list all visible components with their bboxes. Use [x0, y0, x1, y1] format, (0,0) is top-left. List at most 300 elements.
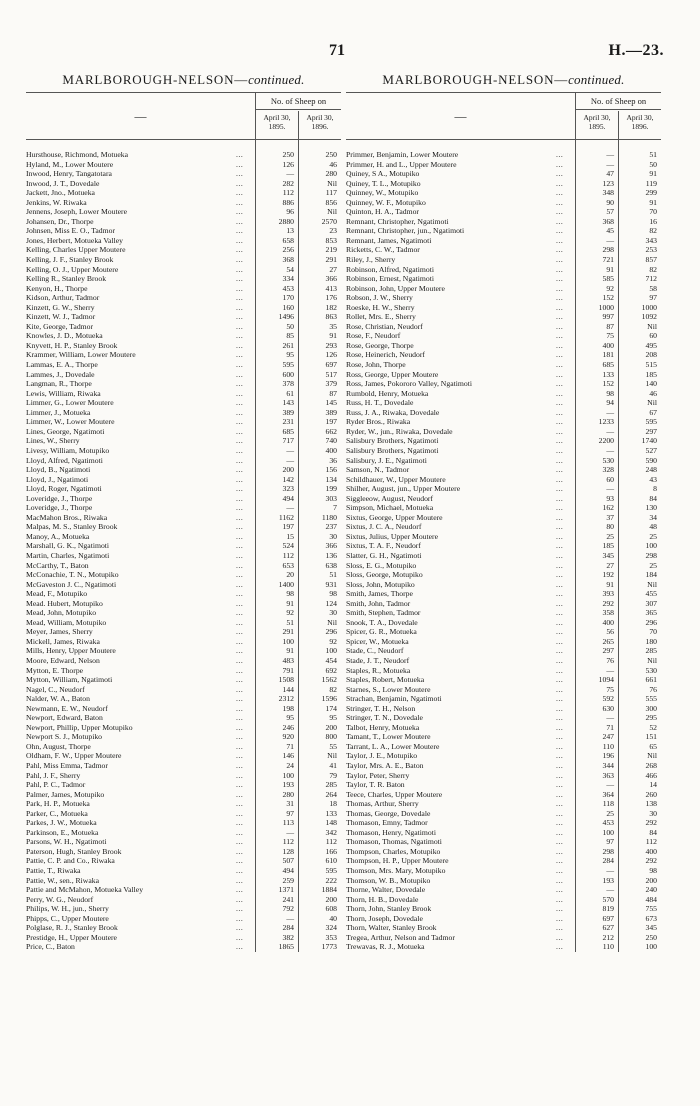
count-1896: 638 — [325, 560, 337, 570]
count-1895: — — [606, 866, 614, 876]
count-1895: 128 — [282, 846, 294, 856]
owner-name: Oldham, F. W., Upper Moutere — [26, 751, 122, 761]
count-1895: 50 — [286, 321, 294, 331]
count-1895: — — [286, 169, 294, 179]
table-row — [26, 933, 341, 943]
name-column-header: — — [26, 93, 256, 139]
table-row — [26, 475, 341, 485]
leader-dots: ... — [556, 770, 564, 780]
table-row — [346, 446, 661, 456]
count-1895: 685 — [602, 360, 614, 370]
count-1896: Nil — [647, 655, 657, 665]
leader-dots: ... — [236, 331, 244, 341]
count-1895: 524 — [282, 541, 294, 551]
leader-dots: ... — [236, 751, 244, 761]
table-header — [346, 92, 661, 140]
count-1896: 151 — [645, 732, 657, 742]
table-row — [26, 408, 341, 418]
owner-name: Talbot, Henry, Motueka — [346, 722, 420, 732]
count-1895: 368 — [602, 216, 614, 226]
leader-dots: ... — [236, 207, 244, 217]
count-1895: 378 — [282, 379, 294, 389]
leader-dots: ... — [556, 321, 564, 331]
count-1896: 595 — [325, 866, 337, 876]
count-1895: 198 — [282, 703, 294, 713]
count-1895: 291 — [282, 627, 294, 637]
owner-name: Schildhauer, W., Upper Moutere — [346, 474, 446, 484]
leader-dots: ... — [236, 264, 244, 274]
table-row — [346, 790, 661, 800]
table-row — [346, 895, 661, 905]
table-row — [26, 312, 341, 322]
table-row — [26, 150, 341, 160]
table-row — [26, 589, 341, 599]
count-1895: 192 — [602, 570, 614, 580]
owner-name: Prestidge, H., Upper Moutere — [26, 932, 117, 942]
table-row — [26, 780, 341, 790]
count-1896: 124 — [325, 598, 337, 608]
owner-name: Lammes, J., Dovedale — [26, 369, 95, 379]
count-1896: 298 — [645, 550, 657, 560]
leader-dots: ... — [236, 636, 244, 646]
leader-dots: ... — [556, 722, 564, 732]
count-1896: 25 — [649, 560, 657, 570]
count-1895: 1094 — [598, 675, 614, 685]
table-row — [346, 761, 661, 771]
owner-name: Thomason, Thomas, Ngatimoti — [346, 837, 442, 847]
leader-dots: ... — [556, 550, 564, 560]
leader-dots: ... — [236, 741, 244, 751]
leader-dots: ... — [556, 407, 564, 417]
column-title-continued: continued. — [248, 72, 305, 87]
leader-dots: ... — [556, 417, 564, 427]
table-row — [26, 494, 341, 504]
table-row — [26, 370, 341, 380]
count-1896: 117 — [325, 188, 337, 198]
count-1896: 208 — [645, 350, 657, 360]
count-1895: 91 — [606, 579, 614, 589]
count-1896: 126 — [325, 350, 337, 360]
leader-dots: ... — [236, 541, 244, 551]
owner-name: Strachan, Benjamin, Ngatimoti — [346, 694, 442, 704]
count-1896: 740 — [325, 436, 337, 446]
leader-dots: ... — [556, 923, 564, 933]
count-1896: 176 — [325, 293, 337, 303]
count-1895: 118 — [602, 799, 614, 809]
leader-dots: ... — [556, 617, 564, 627]
count-1896: 27 — [329, 264, 337, 274]
leader-dots: ... — [556, 780, 564, 790]
count-1896: 300 — [645, 703, 657, 713]
count-1896: 595 — [645, 417, 657, 427]
table-row — [26, 398, 341, 408]
table-row — [26, 436, 341, 446]
owner-name: Taylor, Peter, Sherry — [346, 770, 410, 780]
count-1895: 181 — [602, 350, 614, 360]
owner-name: Riley, J., Sherry — [346, 255, 396, 265]
owner-name: Lammas, E. A., Thorpe — [26, 360, 98, 370]
owner-name: Russ, H. T., Dovedale — [346, 398, 414, 408]
leader-dots: ... — [236, 923, 244, 933]
count-1895: 152 — [602, 293, 614, 303]
leader-dots: ... — [556, 484, 564, 494]
count-1896: 303 — [325, 493, 337, 503]
owner-name: Mead, John, Motupiko — [26, 608, 97, 618]
count-1896: 661 — [645, 675, 657, 685]
count-1895: 1496 — [278, 312, 294, 322]
table-row — [26, 637, 341, 647]
count-1895: 358 — [602, 608, 614, 618]
count-1896: 240 — [645, 885, 657, 895]
count-1895: — — [286, 827, 294, 837]
count-1896: 46 — [649, 388, 657, 398]
owner-name: Phipps, C., Upper Moutere — [26, 913, 109, 923]
count-1895: 96 — [286, 207, 294, 217]
count-1896: Nil — [327, 178, 337, 188]
count-1896: 52 — [649, 722, 657, 732]
column-title — [26, 72, 341, 88]
count-1895: 292 — [602, 598, 614, 608]
count-1895: 87 — [606, 321, 614, 331]
count-1896: 527 — [645, 445, 657, 455]
leader-dots: ... — [556, 589, 564, 599]
count-1895: 152 — [602, 379, 614, 389]
table-row — [346, 656, 661, 666]
count-1896: 79 — [329, 770, 337, 780]
owner-name: Perry, W. G., Neudorf — [26, 894, 94, 904]
count-1896: 138 — [645, 799, 657, 809]
leader-dots: ... — [556, 942, 564, 952]
leader-dots: ... — [236, 570, 244, 580]
leader-dots: ... — [556, 465, 564, 475]
count-1896: 18 — [329, 799, 337, 809]
leader-dots: ... — [556, 837, 564, 847]
count-1895: 400 — [602, 617, 614, 627]
count-1895: 91 — [286, 598, 294, 608]
count-1896: 50 — [649, 159, 657, 169]
owner-name: McGaveston J. C., Ngatimoti — [26, 579, 117, 589]
count-1896: 23 — [329, 226, 337, 236]
owner-name: Taylor, Mrs. A. E., Baton — [346, 761, 424, 770]
leader-dots: ... — [556, 732, 564, 742]
table-row — [346, 885, 661, 895]
count-1896: 366 — [325, 541, 337, 551]
table-row — [26, 446, 341, 456]
leader-dots: ... — [556, 150, 564, 159]
count-1895: 886 — [282, 197, 294, 207]
count-1896: 82 — [649, 264, 657, 274]
count-1895: 123 — [602, 178, 614, 188]
table-row — [346, 923, 661, 933]
page-number: 71 — [329, 42, 345, 59]
count-1895: 60 — [606, 474, 614, 484]
table-row — [26, 379, 341, 389]
table-row — [26, 303, 341, 313]
table-row — [346, 799, 661, 809]
count-1895: — — [606, 407, 614, 417]
count-1895: 1233 — [598, 417, 614, 427]
owner-name: Smith, James, Thorpe — [346, 589, 413, 599]
sheep-count-group-header: No. of Sheep on — [256, 93, 341, 110]
count-1895: 453 — [602, 818, 614, 828]
count-1896: 58 — [649, 283, 657, 293]
leader-dots: ... — [236, 484, 244, 494]
col-1895-header: April 30, 1895. — [576, 111, 619, 141]
count-1895: 57 — [606, 207, 614, 217]
count-1896: 237 — [325, 522, 337, 532]
table-row — [346, 389, 661, 399]
owner-name: McCarthy, T., Baton — [26, 560, 89, 570]
table-row — [346, 685, 661, 695]
leader-dots: ... — [556, 531, 564, 541]
leader-dots: ... — [236, 732, 244, 742]
count-1896: 1773 — [321, 942, 337, 952]
table-row — [346, 188, 661, 198]
leader-dots: ... — [236, 761, 244, 770]
leader-dots: ... — [236, 455, 244, 465]
count-1895: 196 — [602, 751, 614, 761]
table-row — [346, 522, 661, 532]
count-1896: 98 — [329, 589, 337, 599]
leader-dots: ... — [556, 350, 564, 360]
table-row — [26, 742, 341, 752]
count-1895: 282 — [282, 178, 294, 188]
count-1896: 400 — [645, 846, 657, 856]
leader-dots: ... — [556, 207, 564, 217]
count-1895: 146 — [282, 751, 294, 761]
table-row — [26, 627, 341, 637]
table-row — [346, 599, 661, 609]
leader-dots: ... — [236, 608, 244, 618]
owner-name: Lloyd, J., Ngatimoti — [26, 474, 89, 484]
leader-dots: ... — [236, 713, 244, 723]
table-row — [346, 274, 661, 284]
count-1895: 241 — [282, 894, 294, 904]
table-row — [346, 933, 661, 943]
leader-dots: ... — [556, 216, 564, 226]
table-row — [26, 876, 341, 886]
count-1896: 156 — [325, 465, 337, 475]
owner-name: Martin, Charles, Ngatimoti — [26, 550, 110, 560]
owner-name: Rose, Heinerich, Neudorf — [346, 350, 425, 360]
count-1896: 174 — [325, 703, 337, 713]
owner-name: Palmer, James, Motupiko — [26, 789, 105, 799]
leader-dots: ... — [236, 169, 244, 179]
table-row — [346, 150, 661, 160]
leader-dots: ... — [236, 665, 244, 675]
leader-dots: ... — [236, 312, 244, 322]
leader-dots: ... — [556, 675, 564, 685]
count-1896: 166 — [325, 846, 337, 856]
table-row — [26, 732, 341, 742]
count-1896: 673 — [645, 913, 657, 923]
count-1896: 353 — [325, 932, 337, 942]
count-1895: 92 — [286, 608, 294, 618]
table-body — [26, 150, 341, 952]
count-1896: 134 — [325, 474, 337, 484]
leader-dots: ... — [236, 799, 244, 809]
table-row — [26, 160, 341, 170]
owner-name: Quinney, W., Motupiko — [346, 188, 419, 198]
table-row — [346, 350, 661, 360]
owner-name: Thompson, Charles, Motupiko — [346, 846, 441, 856]
leader-dots: ... — [556, 398, 564, 408]
count-1896: 55 — [329, 741, 337, 751]
count-1895: 2880 — [278, 216, 294, 226]
leader-dots: ... — [236, 235, 244, 245]
owner-name: Rose, Christian, Neudorf — [346, 321, 423, 331]
count-1896: 100 — [325, 646, 337, 656]
owner-name: Thomason, Henry, Ngatimoti — [346, 827, 437, 837]
leader-dots: ... — [236, 655, 244, 665]
table-row — [346, 226, 661, 236]
owner-name: Park, H. P., Motueka — [26, 799, 90, 809]
count-1896: 51 — [329, 570, 337, 580]
count-1896: 92 — [329, 636, 337, 646]
count-1895: — — [606, 235, 614, 245]
count-1896: 400 — [325, 445, 337, 455]
count-1896: 342 — [325, 827, 337, 837]
count-1896: 100 — [645, 541, 657, 551]
table-row — [26, 236, 341, 246]
owner-name: Kenyon, H., Thorpe — [26, 283, 88, 293]
count-1896: 250 — [645, 932, 657, 942]
count-1895: 24 — [286, 761, 294, 770]
owner-name: Ryder Bros., Riwaka — [346, 417, 411, 427]
count-1896: 297 — [645, 426, 657, 436]
leader-dots: ... — [556, 255, 564, 265]
count-1895: 259 — [282, 875, 294, 885]
count-1896: 185 — [645, 369, 657, 379]
owner-name: Lloyd, Roger, Ngatimoti — [26, 484, 102, 494]
count-1896: 248 — [645, 465, 657, 475]
count-1896: 692 — [325, 665, 337, 675]
owner-name: Jackett, Jno., Motueka — [26, 188, 95, 198]
owner-name: Stade, C., Neudorf — [346, 646, 404, 656]
owner-name: Lewis, William, Riwaka — [26, 388, 101, 398]
table-row — [26, 541, 341, 551]
owner-name: Slatter, G. H., Ngatimoti — [346, 550, 422, 560]
table-row — [346, 217, 661, 227]
owner-name: Newport, Phillip, Upper Motupiko — [26, 722, 133, 732]
table-row — [346, 704, 661, 714]
count-1896: 466 — [645, 770, 657, 780]
leader-dots: ... — [236, 589, 244, 599]
count-1895: 265 — [602, 636, 614, 646]
count-1895: 31 — [286, 799, 294, 809]
owner-name: Parkinson, E., Motueka — [26, 827, 99, 837]
leader-dots: ... — [236, 178, 244, 188]
table-row — [346, 360, 661, 370]
owner-name: Manoy, A., Motueka — [26, 531, 90, 541]
leader-dots: ... — [556, 493, 564, 503]
table-row — [346, 179, 661, 189]
table-row — [26, 618, 341, 628]
count-1896: 517 — [325, 369, 337, 379]
leader-dots: ... — [236, 197, 244, 207]
table-header — [26, 92, 341, 140]
leader-dots: ... — [236, 875, 244, 885]
owner-name: Mytton, William, Ngatimoti — [26, 675, 113, 685]
count-1896: 590 — [645, 455, 657, 465]
count-1896: 60 — [649, 331, 657, 341]
leader-dots: ... — [556, 694, 564, 704]
leader-dots: ... — [556, 388, 564, 398]
owner-name: Inwood, J. T., Dovedale — [26, 178, 100, 188]
leader-dots: ... — [236, 818, 244, 828]
owner-name: Lloyd, Alfred, Ngatimoti — [26, 455, 103, 465]
owner-name: Remnant, Christopher, jun., Ngatimoti — [346, 226, 465, 236]
count-1895: 162 — [602, 503, 614, 513]
leader-dots: ... — [556, 331, 564, 341]
owner-name: Limmer, G., Lower Moutere — [26, 398, 114, 408]
leader-dots: ... — [556, 655, 564, 665]
count-1895: — — [286, 445, 294, 455]
table-row — [26, 350, 341, 360]
count-1895: 95 — [286, 713, 294, 723]
leader-dots: ... — [556, 340, 564, 350]
owner-name: Taylor, J. E., Motupiko — [346, 751, 418, 761]
leader-dots: ... — [556, 904, 564, 914]
owner-name: MacMahon Bros., Riwaka — [26, 512, 108, 522]
leader-dots: ... — [236, 465, 244, 475]
count-1896: 184 — [645, 570, 657, 580]
leader-dots: ... — [236, 283, 244, 293]
count-1895: — — [606, 885, 614, 895]
count-1896: 285 — [325, 780, 337, 790]
count-1896: 366 — [325, 274, 337, 284]
owner-name: Mead. Hubert, Motupiko — [26, 598, 103, 608]
table-row — [346, 284, 661, 294]
count-1895: 570 — [602, 894, 614, 904]
sheep-count-group-header: No. of Sheep on — [576, 93, 661, 110]
count-1896: 7 — [333, 503, 337, 513]
owner-name: Rumbold, Henry, Motueka — [346, 388, 429, 398]
owner-name: Kinzett, G. W., Sherry — [26, 302, 95, 312]
table-row — [346, 494, 661, 504]
owner-name: Paterson, Hugh, Stanley Brook — [26, 846, 122, 856]
table-row — [346, 866, 661, 876]
leader-dots: ... — [236, 388, 244, 398]
table-row — [346, 465, 661, 475]
count-1896: 82 — [649, 226, 657, 236]
table-row — [26, 790, 341, 800]
owner-name: Jennens, Joseph, Lower Moutere — [26, 207, 127, 217]
count-1896: 250 — [325, 150, 337, 159]
table-row — [26, 809, 341, 819]
count-1896: 95 — [329, 713, 337, 723]
count-1896: 413 — [325, 283, 337, 293]
owner-name: Thorne, Walter, Dovedale — [346, 885, 426, 895]
table-row — [26, 704, 341, 714]
count-1896: 608 — [325, 904, 337, 914]
owner-name: Mytton, E. Thorpe — [26, 665, 84, 675]
table-row — [26, 923, 341, 933]
owner-name: Thomason, Emny, Tadmor — [346, 818, 428, 828]
count-1896: 97 — [649, 293, 657, 303]
count-1896: 180 — [645, 636, 657, 646]
owner-name: Loveridge, J., Thorpe — [26, 503, 93, 513]
owner-name: Salisbury Brothers, Ngatimoti — [346, 445, 439, 455]
owner-name: Salisbury, J. E., Ngatimoti — [346, 455, 427, 465]
count-1896: 219 — [325, 245, 337, 255]
owner-name: Samson, N., Tadmor — [346, 465, 410, 475]
owner-name: Ricketts, C. W., Tadmor — [346, 245, 420, 255]
table-row — [346, 637, 661, 647]
count-1896: 931 — [325, 579, 337, 589]
count-1896: 67 — [649, 407, 657, 417]
owner-name: Sixtus, Julius, Upper Moutere — [346, 531, 439, 541]
